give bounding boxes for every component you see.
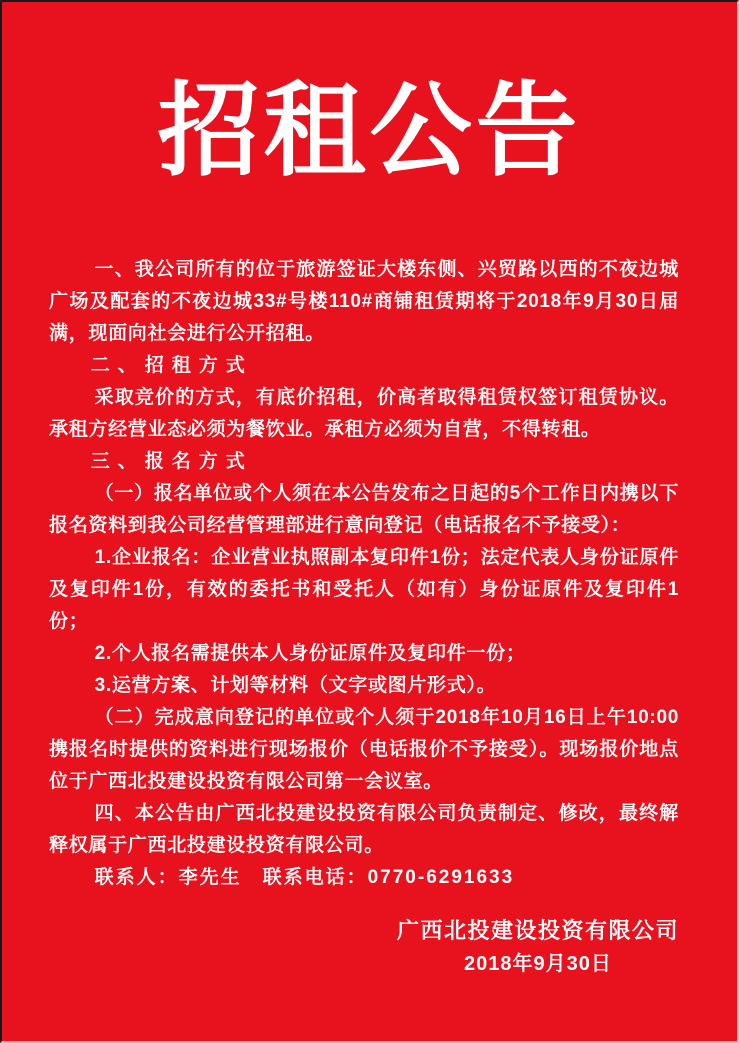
announcement-body [49, 254, 679, 894]
signature-date: 2018年9月30日 [464, 953, 612, 975]
paragraph-registration-step-1: （一）报名单位或个人须在本公告发布之日起的5个工作日内携以下报名资料到我公司经营管理部进行意向登记（电话报名不予接受）： [49, 483, 679, 536]
paragraph-leasing-method: 采取竞价的方式，有底价招租，价高者取得租赁权签订租赁协议。承租方经营业态必须为餐饮业。承租方必须为自营，不得转租。 [49, 387, 679, 440]
paragraph-intro: 一、我公司所有的位于旅游签证大楼东侧、兴贸路以西的不夜边城广场及配套的不夜边城33#号楼110#商铺租赁期将于2018年9月30日届满，现面向社会进行公开招租。 [49, 259, 679, 344]
paragraph-interpretation-rights: 四、本公告由广西北投建设投资有限公司负责制定、修改，最终解释权属于广西北投建设投资有限公司。 [49, 803, 679, 856]
section-heading-registration-method: 三、报名方式 [90, 451, 253, 472]
section-heading-leasing-method: 二、招租方式 [90, 355, 253, 376]
paragraph-operation-plan: 3.运营方案、计划等材料（文字或图片形式）。 [94, 675, 497, 696]
paragraph-individual-registration: 2.个人报名需提供本人身份证原件及复印件一份； [94, 643, 526, 664]
paragraph-bidding-details: （二）完成意向登记的单位或个人须于2018年10月16日上午10:00携报名时提供的资料进行现场报价（电话报价不予接受）。现场报价地点位于广西北投建设投资有限公司第一会议室。 [49, 707, 679, 792]
signature-block [397, 914, 679, 980]
paragraph-company-registration: 1.企业报名：企业营业执照副本复印件1份；法定代表人身份证原件及复印件1份，有效的委托书和受托人（如有）身份证原件及复印件1份； [49, 547, 679, 632]
contact-line: 联系人：李先生 联系电话：0770-6291633 [94, 867, 515, 888]
poster-title: 招租公告 [157, 76, 582, 189]
signature-company: 广西北投建设投资有限公司 [396, 918, 679, 943]
